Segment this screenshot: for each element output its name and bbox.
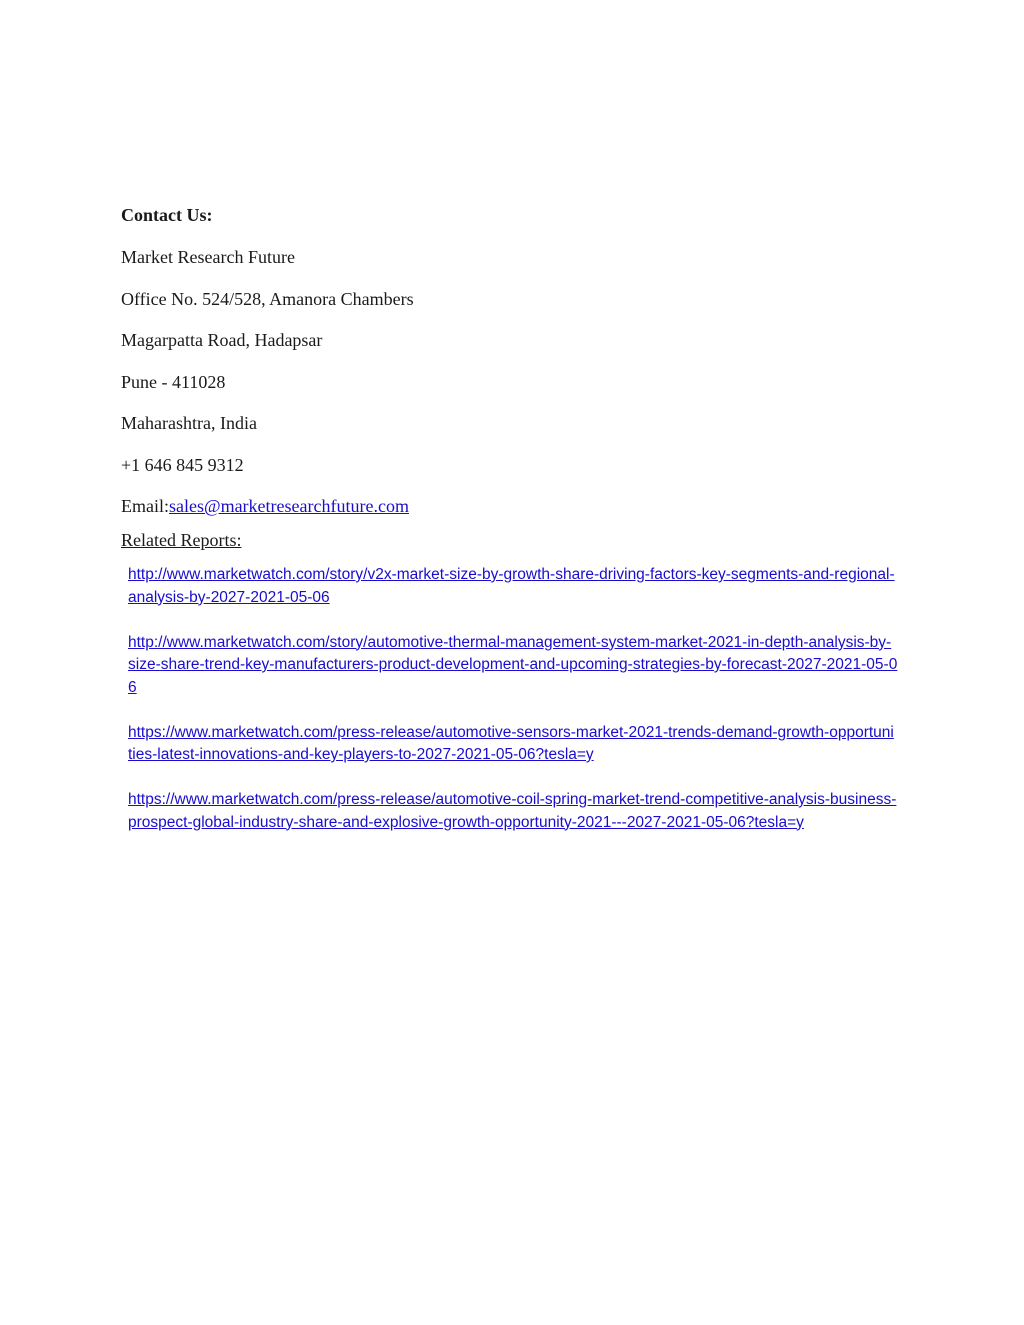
phone-number: +1 646 845 9312 (121, 455, 244, 475)
road-address: Magarpatta Road, Hadapsar (121, 330, 323, 350)
city-postcode: Pune - 411028 (121, 372, 226, 392)
related-link-sensors[interactable]: https://www.marketwatch.com/press-release/automotive-sensors-market-2021-trends-demand-growth-opportunities-latest-innovations-and-key-players-to-2027-2021-05-06?tesla=y (128, 723, 894, 763)
office-address: Office No. 524/528, Amanora Chambers (121, 289, 414, 309)
related-link-item (128, 632, 898, 700)
related-link-thermal-management[interactable]: http://www.marketwatch.com/story/automotive-thermal-management-system-market-2021-in-depth-analysis-by-size-share-trend-key-manufacturers-product-development-and-upcoming-strategies-by-forecast-2027-2021-05-06 (128, 633, 898, 696)
related-reports-label: Related Reports: (121, 530, 242, 550)
related-link-coil-spring[interactable]: https://www.marketwatch.com/press-release/automotive-coil-spring-market-trend-competitive-analysis-business-prospect-global-industry-share-and-explosive-growth-opportunity-2021---2027-2021-05-06?tesla=y (128, 791, 897, 831)
email-link[interactable]: sales@marketresearchfuture.com (169, 496, 409, 516)
email-label: Email: (121, 496, 169, 516)
contact-heading: Contact Us: (121, 205, 213, 225)
email-line (121, 495, 409, 517)
related-link-item (128, 564, 898, 609)
state-country: Maharashtra, India (121, 413, 257, 433)
company-name: Market Research Future (121, 247, 295, 267)
related-link-item (128, 722, 898, 767)
related-links-list (128, 564, 898, 857)
related-link-v2x[interactable]: http://www.marketwatch.com/story/v2x-market-size-by-growth-share-driving-factors-key-segments-and-regional-analysis-by-2027-2021-05-06 (128, 566, 895, 606)
related-link-item (128, 789, 898, 834)
